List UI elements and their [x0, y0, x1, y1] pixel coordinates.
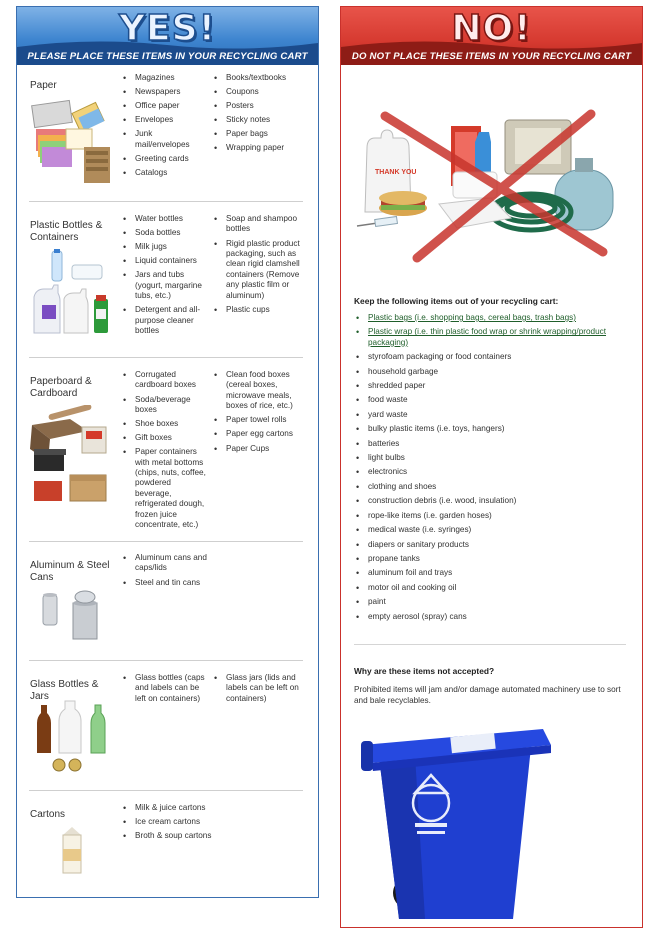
- list-item: • Sticky notes: [214, 115, 306, 125]
- list-item: • Clean food boxes (cereal boxes, microwave meals, boxes of rice, etc.): [214, 370, 306, 412]
- category-cartons-title: Cartons: [30, 809, 66, 820]
- prohibited-items-list: [354, 313, 629, 626]
- sandwich-icon: [379, 191, 427, 216]
- why-heading: Why are these items not accepted?: [354, 666, 495, 676]
- list-item: • Paper containers with metal bottoms (chips, nuts, coffee, powdered beverage, refrigerated dough, frozen juice concentrate, etc.): [123, 447, 209, 530]
- glass-list-col2: [214, 673, 306, 708]
- list-item: • Aluminum cans and caps/lids: [123, 553, 223, 574]
- divider: [29, 790, 303, 791]
- recycling-cart-image: [355, 723, 555, 923]
- plastic-wrap-link[interactable]: • Plastic wrap (i.e. thin plastic food wrap or shrink wrapping/product packaging): [354, 327, 629, 348]
- list-item: • diapers or sanitary products: [354, 540, 629, 550]
- list-item: • Catalogs: [123, 168, 209, 178]
- list-item: • electronics: [354, 467, 629, 477]
- list-item: • Coupons: [214, 87, 306, 97]
- yes-panel: [16, 6, 319, 898]
- list-item: • rope-like items (i.e. garden hoses): [354, 511, 629, 521]
- cans-image: [39, 589, 103, 645]
- list-item: • Wrapping paper: [214, 143, 306, 153]
- list-item: • Ice cream cartons: [123, 817, 233, 827]
- carton-image: [59, 825, 85, 875]
- glass-items-image: [35, 697, 109, 773]
- plastic-items-image: [30, 249, 112, 335]
- list-item: • batteries: [354, 439, 629, 449]
- list-item: • household garbage: [354, 367, 629, 377]
- list-item: • Office paper: [123, 101, 209, 111]
- list-item: • Rigid plastic product packaging, such as clean rigid clamshell containers (Remove any plastic film or aluminum): [214, 239, 306, 301]
- list-item: • Detergent and all-purpose cleaner bottles: [123, 305, 209, 336]
- paper-list-col1: [123, 73, 209, 182]
- list-item: • clothing and shoes: [354, 482, 629, 492]
- list-item: • Junk mail/envelopes: [123, 129, 209, 150]
- list-item: • Envelopes: [123, 115, 209, 125]
- list-item: • Corrugated cardboard boxes: [123, 370, 209, 391]
- list-item: • Posters: [214, 101, 306, 111]
- yes-title: YES!: [118, 8, 216, 49]
- list-item: • aluminum foil and trays: [354, 568, 629, 578]
- list-item: • Books/textbooks: [214, 73, 306, 83]
- list-item: • yard waste: [354, 410, 629, 420]
- divider: [354, 644, 626, 645]
- list-item: • Soda/beverage boxes: [123, 395, 209, 416]
- list-item: • Paper bags: [214, 129, 306, 139]
- list-item: • Gift boxes: [123, 433, 209, 443]
- list-item: • Plastic cups: [214, 305, 306, 315]
- list-item: • Milk jugs: [123, 242, 209, 252]
- list-item: • Soap and shampoo bottles: [214, 214, 306, 235]
- list-item: • Shoe boxes: [123, 419, 209, 429]
- plastic-list-col2: [214, 214, 306, 319]
- list-item: • motor oil and cooking oil: [354, 583, 629, 593]
- list-item: • Paper Cups: [214, 444, 306, 454]
- cartons-list-col1: [123, 803, 233, 845]
- paperboard-items-image: [30, 405, 112, 505]
- yes-subtitle: PLEASE PLACE THESE ITEMS IN YOUR RECYCLING CART: [27, 51, 308, 62]
- list-item: • light bulbs: [354, 453, 629, 463]
- list-item: • empty aerosol (spray) cans: [354, 612, 629, 622]
- category-glass-title: Glass Bottles & Jars: [30, 679, 99, 702]
- plastic-list-col1: [123, 214, 209, 340]
- list-item: • Glass jars (lids and labels can be left on containers): [214, 673, 306, 704]
- why-explanation: Prohibited items will jam and/or damage automated machinery use to sort and bale recyclables.: [354, 685, 621, 705]
- category-aluminum-title: Aluminum & Steel Cans: [30, 560, 110, 583]
- list-item: • Jars and tubs (yogurt, margarine tubs, etc.): [123, 270, 209, 301]
- divider: [29, 660, 303, 661]
- divider: [29, 357, 303, 358]
- category-paper-title: Paper: [30, 80, 57, 91]
- list-item: • Liquid containers: [123, 256, 209, 266]
- category-paperboard-title: Paperboard & Cardboard: [30, 376, 92, 399]
- prohibited-items-image: [355, 102, 631, 264]
- list-item: • Broth & soup cartons: [123, 831, 233, 841]
- list-item: • Water bottles: [123, 214, 209, 224]
- list-item: • Paper towel rolls: [214, 415, 306, 425]
- plastic-bags-link[interactable]: • Plastic bags (i.e. shopping bags, cereal bags, trash bags): [354, 313, 629, 323]
- aluminum-list-col1: [123, 553, 223, 592]
- list-item: • construction debris (i.e. wood, insulation): [354, 496, 629, 506]
- paper-list-col2: [214, 73, 306, 158]
- list-item: • Soda bottles: [123, 228, 209, 238]
- category-plastic-title: Plastic Bottles & Containers: [30, 220, 103, 243]
- paperboard-list-col1: [123, 370, 209, 534]
- list-item: • bulky plastic items (i.e. toys, hangers): [354, 424, 629, 434]
- glass-list-col1: [123, 673, 211, 708]
- paperboard-list-col2: [214, 370, 306, 458]
- list-item: • shredded paper: [354, 381, 629, 391]
- no-title: NO!: [451, 8, 532, 49]
- divider: [29, 541, 303, 542]
- no-panel: [340, 6, 643, 928]
- list-item: • Magazines: [123, 73, 209, 83]
- list-item: • Newspapers: [123, 87, 209, 97]
- bag-text: THANK YOU: [375, 169, 417, 176]
- no-subtitle: DO NOT PLACE THESE ITEMS IN YOUR RECYCLING CART: [351, 51, 632, 62]
- keep-out-heading: Keep the following items out of your recycling cart:: [354, 296, 559, 306]
- list-item: • paint: [354, 597, 629, 607]
- list-item: • Milk & juice cartons: [123, 803, 233, 813]
- list-item: • food waste: [354, 395, 629, 405]
- list-item: • Paper egg cartons: [214, 429, 306, 439]
- list-item: • propane tanks: [354, 554, 629, 564]
- list-item: • Glass bottles (caps and labels can be left on containers): [123, 673, 211, 704]
- yes-header: [17, 7, 318, 65]
- no-header: [341, 7, 642, 65]
- list-item: • medical waste (i.e. syringes): [354, 525, 629, 535]
- list-item: • styrofoam packaging or food containers: [354, 352, 629, 362]
- monitor-icon: [505, 120, 571, 174]
- list-item: • Greeting cards: [123, 154, 209, 164]
- list-item: • Steel and tin cans: [123, 578, 223, 588]
- paper-items-image: [30, 99, 112, 187]
- divider: [29, 201, 303, 202]
